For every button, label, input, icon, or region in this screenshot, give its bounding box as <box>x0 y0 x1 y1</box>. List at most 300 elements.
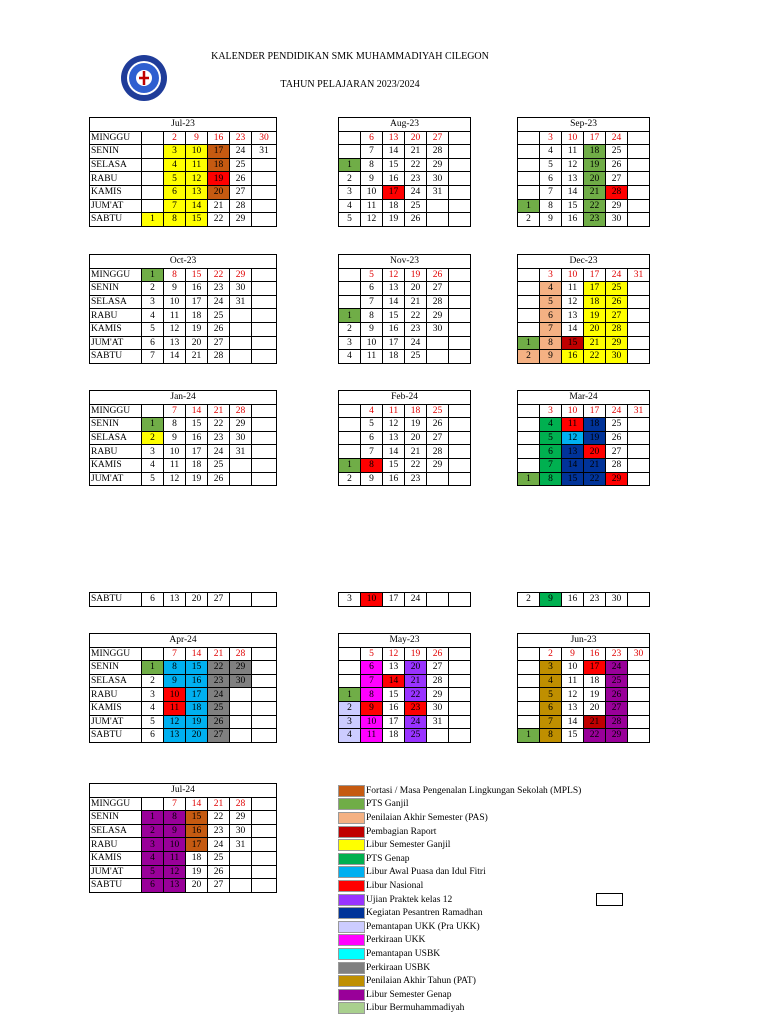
date-cell: 9 <box>540 213 562 227</box>
date-cell <box>628 472 650 486</box>
date-cell <box>252 824 277 838</box>
date-cell <box>230 851 252 865</box>
date-cell <box>628 418 650 432</box>
date-cell <box>628 295 650 309</box>
legend-item <box>338 893 581 907</box>
date-cell: 15 <box>383 309 405 323</box>
day-label: SABTU <box>90 879 142 893</box>
date-cell <box>252 309 277 323</box>
date-cell <box>339 131 361 145</box>
legend-item <box>338 947 581 961</box>
date-cell: 2 <box>339 172 361 186</box>
date-cell: 16 <box>584 647 606 661</box>
date-cell: 31 <box>252 145 277 159</box>
legend-label: Kegiatan Pesantren Ramadhan <box>366 908 483 919</box>
date-cell: 30 <box>230 282 252 296</box>
week-row <box>90 811 277 825</box>
date-cell: 27 <box>208 593 230 607</box>
date-cell <box>142 185 164 199</box>
week-row <box>90 350 277 364</box>
date-cell <box>518 418 540 432</box>
date-cell: 8 <box>361 458 383 472</box>
date-cell: 29 <box>427 688 449 702</box>
date-cell: 25 <box>208 309 230 323</box>
date-cell <box>628 445 650 459</box>
date-cell <box>628 350 650 364</box>
date-cell <box>252 879 277 893</box>
legend-label: Libur Semester Genap <box>366 989 452 1000</box>
day-label: SELASA <box>90 158 142 172</box>
date-cell: 12 <box>164 322 186 336</box>
date-cell: 12 <box>383 647 405 661</box>
date-cell: 13 <box>164 879 186 893</box>
legend <box>338 784 581 1015</box>
school-logo-icon <box>120 54 168 102</box>
date-cell: 25 <box>230 158 252 172</box>
week-row <box>518 145 650 159</box>
week-row <box>339 647 471 661</box>
date-cell: 20 <box>584 322 606 336</box>
week-row <box>90 199 277 213</box>
date-cell: 13 <box>562 701 584 715</box>
date-cell: 8 <box>540 336 562 350</box>
date-cell: 19 <box>405 268 427 282</box>
date-cell: 29 <box>606 472 628 486</box>
date-cell: 3 <box>540 131 562 145</box>
date-cell: 19 <box>186 472 208 486</box>
date-cell: 18 <box>383 729 405 743</box>
date-cell <box>427 213 449 227</box>
date-cell <box>252 811 277 825</box>
date-cell: 30 <box>230 674 252 688</box>
week-row <box>90 824 277 838</box>
date-cell: 29 <box>606 336 628 350</box>
date-cell: 7 <box>164 797 186 811</box>
date-cell: 22 <box>405 458 427 472</box>
date-cell: 12 <box>562 158 584 172</box>
week-row <box>90 185 277 199</box>
date-cell: 21 <box>208 199 230 213</box>
week-row <box>339 445 471 459</box>
date-cell: 11 <box>186 158 208 172</box>
day-label: SELASA <box>90 824 142 838</box>
date-cell: 6 <box>361 131 383 145</box>
date-cell <box>628 172 650 186</box>
date-cell <box>252 838 277 852</box>
legend-swatch <box>338 853 365 865</box>
date-cell <box>449 404 471 418</box>
date-cell: 15 <box>562 336 584 350</box>
date-cell: 7 <box>361 445 383 459</box>
date-cell: 15 <box>383 158 405 172</box>
date-cell: 24 <box>405 336 427 350</box>
week-row <box>518 688 650 702</box>
date-cell: 25 <box>427 404 449 418</box>
date-cell <box>230 458 252 472</box>
day-label: SABTU <box>90 729 142 743</box>
date-cell: 12 <box>562 431 584 445</box>
date-cell <box>252 350 277 364</box>
date-cell <box>230 701 252 715</box>
date-cell: 29 <box>427 309 449 323</box>
date-cell <box>518 309 540 323</box>
date-cell: 11 <box>361 350 383 364</box>
date-cell: 8 <box>164 213 186 227</box>
month-table <box>517 592 650 607</box>
date-cell <box>252 418 277 432</box>
date-cell: 30 <box>230 824 252 838</box>
week-row <box>90 715 277 729</box>
date-cell <box>628 458 650 472</box>
date-cell: 5 <box>540 158 562 172</box>
date-cell: 5 <box>361 647 383 661</box>
date-cell: 5 <box>142 322 164 336</box>
date-cell: 16 <box>186 674 208 688</box>
date-cell: 27 <box>208 336 230 350</box>
month-header: May-23 <box>339 634 471 648</box>
date-cell: 18 <box>383 350 405 364</box>
date-cell: 19 <box>186 715 208 729</box>
month-header: Oct-23 <box>90 255 277 269</box>
date-cell <box>339 295 361 309</box>
date-cell: 8 <box>540 199 562 213</box>
week-row <box>339 661 471 675</box>
date-cell <box>252 431 277 445</box>
week-row <box>339 350 471 364</box>
date-cell: 9 <box>164 431 186 445</box>
week-row <box>90 131 277 145</box>
week-row <box>90 295 277 309</box>
date-cell: 3 <box>540 661 562 675</box>
legend-item <box>338 838 581 852</box>
date-cell: 15 <box>186 661 208 675</box>
legend-label: Ujian Praktek kelas 12 <box>366 894 453 905</box>
date-cell: 2 <box>142 674 164 688</box>
date-cell: 1 <box>142 213 164 227</box>
date-cell: 21 <box>584 336 606 350</box>
date-cell: 3 <box>142 838 164 852</box>
month-table <box>338 254 471 364</box>
date-cell: 12 <box>383 268 405 282</box>
date-cell: 3 <box>142 688 164 702</box>
date-cell: 29 <box>427 158 449 172</box>
date-cell: 28 <box>606 185 628 199</box>
week-row <box>518 213 650 227</box>
date-cell <box>252 472 277 486</box>
date-cell <box>339 404 361 418</box>
date-cell <box>449 199 471 213</box>
date-cell: 6 <box>164 185 186 199</box>
date-cell: 20 <box>186 336 208 350</box>
date-cell: 23 <box>584 213 606 227</box>
week-row <box>518 336 650 350</box>
date-cell: 4 <box>361 404 383 418</box>
day-label: KAMIS <box>90 322 142 336</box>
date-cell <box>449 472 471 486</box>
date-cell: 19 <box>584 158 606 172</box>
date-cell: 12 <box>164 865 186 879</box>
date-cell: 19 <box>405 418 427 432</box>
date-cell: 13 <box>186 185 208 199</box>
day-label: RABU <box>90 172 142 186</box>
date-cell: 20 <box>584 172 606 186</box>
date-cell <box>449 715 471 729</box>
blank-box <box>596 893 623 906</box>
date-cell <box>628 715 650 729</box>
date-cell: 7 <box>540 322 562 336</box>
date-cell: 7 <box>540 458 562 472</box>
month-table <box>89 390 277 486</box>
date-cell: 1 <box>518 472 540 486</box>
date-cell: 18 <box>383 199 405 213</box>
week-row <box>339 131 471 145</box>
date-cell: 7 <box>540 185 562 199</box>
date-cell: 3 <box>142 445 164 459</box>
date-cell: 17 <box>584 268 606 282</box>
month-table <box>338 117 471 227</box>
date-cell: 28 <box>427 295 449 309</box>
date-cell: 11 <box>383 404 405 418</box>
date-cell: 5 <box>142 472 164 486</box>
date-cell <box>339 647 361 661</box>
date-cell <box>628 131 650 145</box>
date-cell: 10 <box>164 445 186 459</box>
date-cell: 11 <box>164 851 186 865</box>
date-cell: 31 <box>628 268 650 282</box>
date-cell: 11 <box>562 145 584 159</box>
legend-label: Libur Nasional <box>366 880 424 891</box>
date-cell: 8 <box>361 688 383 702</box>
date-cell: 26 <box>230 172 252 186</box>
date-cell: 31 <box>230 838 252 852</box>
week-row <box>90 268 277 282</box>
week-row <box>90 701 277 715</box>
date-cell: 20 <box>405 282 427 296</box>
date-cell: 26 <box>208 865 230 879</box>
month-table <box>338 592 471 607</box>
date-cell: 9 <box>540 593 562 607</box>
date-cell: 25 <box>606 282 628 296</box>
date-cell <box>339 145 361 159</box>
month-header: Jan-24 <box>90 391 277 405</box>
date-cell: 14 <box>562 458 584 472</box>
date-cell: 26 <box>606 688 628 702</box>
legend-label: PTS Genap <box>366 853 410 864</box>
legend-swatch <box>338 907 365 919</box>
date-cell: 12 <box>562 688 584 702</box>
date-cell <box>252 701 277 715</box>
date-cell <box>628 674 650 688</box>
date-cell: 19 <box>383 213 405 227</box>
week-row <box>339 404 471 418</box>
date-cell <box>449 593 471 607</box>
week-row <box>339 458 471 472</box>
day-label: SENIN <box>90 282 142 296</box>
date-cell: 15 <box>186 268 208 282</box>
date-cell: 26 <box>405 213 427 227</box>
date-cell <box>518 145 540 159</box>
date-cell: 30 <box>606 593 628 607</box>
week-row <box>339 472 471 486</box>
date-cell <box>449 309 471 323</box>
date-cell <box>339 661 361 675</box>
date-cell: 17 <box>186 295 208 309</box>
date-cell: 22 <box>208 418 230 432</box>
date-cell: 13 <box>383 431 405 445</box>
day-label: RABU <box>90 445 142 459</box>
legend-item <box>338 825 581 839</box>
week-row <box>339 593 471 607</box>
date-cell: 25 <box>208 458 230 472</box>
date-cell: 4 <box>164 158 186 172</box>
date-cell: 6 <box>142 336 164 350</box>
date-cell <box>142 172 164 186</box>
date-cell <box>252 158 277 172</box>
date-cell <box>518 282 540 296</box>
date-cell: 28 <box>427 445 449 459</box>
date-cell: 9 <box>540 350 562 364</box>
date-cell <box>628 593 650 607</box>
date-cell: 12 <box>164 715 186 729</box>
date-cell: 20 <box>405 661 427 675</box>
week-row <box>518 172 650 186</box>
date-cell: 6 <box>361 661 383 675</box>
date-cell: 8 <box>164 661 186 675</box>
date-cell <box>339 268 361 282</box>
date-cell: 16 <box>186 282 208 296</box>
legend-item <box>338 961 581 975</box>
date-cell: 28 <box>230 797 252 811</box>
date-cell: 24 <box>606 404 628 418</box>
date-cell: 17 <box>383 185 405 199</box>
date-cell: 15 <box>562 729 584 743</box>
date-cell <box>518 131 540 145</box>
date-cell: 14 <box>186 404 208 418</box>
date-cell: 1 <box>339 458 361 472</box>
date-cell: 22 <box>405 688 427 702</box>
legend-swatch <box>338 989 365 1001</box>
week-row <box>518 295 650 309</box>
date-cell: 5 <box>361 268 383 282</box>
date-cell: 21 <box>208 647 230 661</box>
week-row <box>518 674 650 688</box>
date-cell: 28 <box>606 458 628 472</box>
date-cell: 29 <box>427 458 449 472</box>
week-row <box>518 158 650 172</box>
day-label: KAMIS <box>90 185 142 199</box>
week-row <box>339 309 471 323</box>
date-cell: 30 <box>230 431 252 445</box>
legend-label: Penilaian Akhir Tahun (PAT) <box>366 976 476 987</box>
week-row <box>339 282 471 296</box>
date-cell: 11 <box>562 418 584 432</box>
week-row <box>90 838 277 852</box>
date-cell: 11 <box>164 309 186 323</box>
date-cell: 18 <box>208 158 230 172</box>
date-cell: 28 <box>230 647 252 661</box>
date-cell <box>449 185 471 199</box>
date-cell: 6 <box>540 701 562 715</box>
legend-label: PTS Ganjil <box>366 799 409 810</box>
date-cell <box>628 158 650 172</box>
date-cell: 17 <box>383 593 405 607</box>
week-row <box>90 309 277 323</box>
date-cell: 10 <box>562 404 584 418</box>
legend-item <box>338 866 581 880</box>
date-cell: 30 <box>606 350 628 364</box>
date-cell: 3 <box>339 715 361 729</box>
day-label: MINGGU <box>90 268 142 282</box>
date-cell <box>518 674 540 688</box>
date-cell: 8 <box>164 811 186 825</box>
legend-swatch <box>338 785 365 797</box>
week-row <box>90 145 277 159</box>
date-cell: 20 <box>186 729 208 743</box>
week-row <box>518 445 650 459</box>
date-cell <box>252 445 277 459</box>
date-cell: 14 <box>186 797 208 811</box>
date-cell: 23 <box>208 282 230 296</box>
month-header: Jul-23 <box>90 118 277 132</box>
week-row <box>90 282 277 296</box>
date-cell: 3 <box>339 185 361 199</box>
day-label: MINGGU <box>90 797 142 811</box>
week-row <box>518 647 650 661</box>
date-cell: 9 <box>164 674 186 688</box>
date-cell: 27 <box>427 282 449 296</box>
date-cell: 3 <box>339 336 361 350</box>
date-cell <box>252 674 277 688</box>
date-cell: 8 <box>540 472 562 486</box>
date-cell: 8 <box>164 268 186 282</box>
date-cell <box>449 661 471 675</box>
date-cell: 16 <box>383 172 405 186</box>
date-cell: 16 <box>383 472 405 486</box>
day-label: KAMIS <box>90 851 142 865</box>
week-row <box>518 282 650 296</box>
date-cell <box>449 674 471 688</box>
date-cell <box>628 213 650 227</box>
date-cell: 5 <box>142 865 164 879</box>
date-cell <box>142 145 164 159</box>
date-cell: 5 <box>142 715 164 729</box>
date-cell: 20 <box>186 879 208 893</box>
week-row <box>518 431 650 445</box>
legend-item <box>338 920 581 934</box>
date-cell: 24 <box>405 715 427 729</box>
date-cell: 8 <box>361 158 383 172</box>
date-cell: 12 <box>383 418 405 432</box>
date-cell: 15 <box>383 458 405 472</box>
date-cell: 24 <box>405 593 427 607</box>
week-row <box>339 185 471 199</box>
date-cell: 8 <box>540 729 562 743</box>
legend-swatch <box>338 826 365 838</box>
date-cell: 2 <box>339 701 361 715</box>
date-cell: 18 <box>186 851 208 865</box>
date-cell: 19 <box>208 172 230 186</box>
date-cell: 27 <box>427 431 449 445</box>
date-cell <box>518 661 540 675</box>
legend-label: Penilaian Akhir Semester (PAS) <box>366 812 488 823</box>
date-cell <box>449 158 471 172</box>
day-label: KAMIS <box>90 701 142 715</box>
day-label: JUM'AT <box>90 336 142 350</box>
date-cell: 18 <box>405 404 427 418</box>
legend-swatch <box>338 894 365 906</box>
legend-swatch <box>338 948 365 960</box>
date-cell: 4 <box>339 199 361 213</box>
